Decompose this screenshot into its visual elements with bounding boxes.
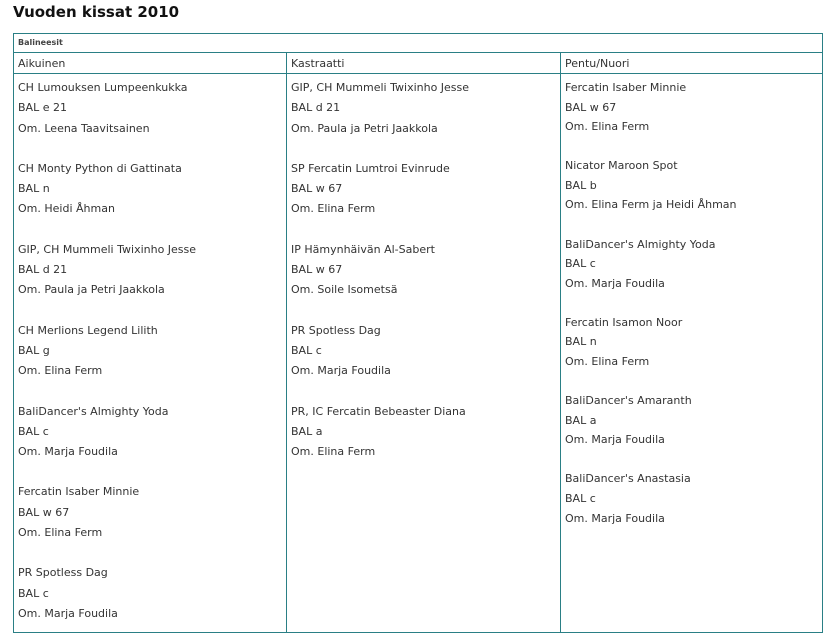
cat-name: BaliDancer's Anastasia xyxy=(565,472,691,486)
owner: Om. Marja Foudila xyxy=(18,445,118,459)
column-entries xyxy=(14,74,286,624)
breed-code: BAL b xyxy=(565,178,597,192)
cat-name: BaliDancer's Amaranth xyxy=(565,394,692,408)
list-item xyxy=(565,78,822,137)
breed-code: BAL c xyxy=(565,492,596,505)
column-header: Aikuinen xyxy=(14,53,286,74)
column-header: Pentu/Nuori xyxy=(561,53,822,74)
owner: Om. Elina Ferm xyxy=(565,120,650,134)
column-aikuinen xyxy=(14,53,287,632)
owner: Om. Elina Ferm ja Heidi Åhman xyxy=(565,198,737,212)
cat-name: CH Merlions Legend Lilith xyxy=(18,323,158,337)
list-item xyxy=(291,402,560,463)
breed-code: BAL a xyxy=(565,413,597,427)
list-item xyxy=(18,402,286,463)
owner: Om. Elina Ferm xyxy=(291,445,376,459)
cat-name: BaliDancer's Almighty Yoda xyxy=(565,237,716,251)
breed-code: BAL w 67 xyxy=(291,182,343,196)
owner: Om. Marja Foudila xyxy=(291,364,391,378)
cat-name: Fercatin Isamon Noor xyxy=(565,315,683,329)
breed-code: BAL w 67 xyxy=(18,505,70,519)
list-item xyxy=(18,78,286,139)
cat-name: Fercatin Isaber Minnie xyxy=(565,81,687,94)
cat-name: CH Lumouksen Lumpeenkukka xyxy=(18,81,188,94)
column-header: Kastraatti xyxy=(287,53,560,74)
table-caption: Balineesit xyxy=(18,38,63,47)
column-entries xyxy=(287,74,560,462)
list-item xyxy=(291,159,560,220)
cats-table xyxy=(13,33,823,633)
cat-name: CH Monty Python di Gattinata xyxy=(18,161,182,175)
cat-name: GIP, CH Mummeli Twixinho Jesse xyxy=(291,81,470,94)
owner: Om. Marja Foudila xyxy=(565,276,665,290)
cat-name: PR Spotless Dag xyxy=(291,323,381,337)
breed-code: BAL w 67 xyxy=(565,100,617,114)
cat-name: Fercatin Isaber Minnie xyxy=(18,485,140,499)
breed-code: BAL a xyxy=(291,424,323,438)
breed-code: BAL c xyxy=(565,257,596,271)
column-pentu-nuori xyxy=(561,53,822,632)
list-item xyxy=(18,321,286,382)
breed-code: BAL g xyxy=(18,343,50,357)
owner: Om. Paula ja Petri Jaakkola xyxy=(291,121,438,135)
cat-name: PR Spotless Dag xyxy=(18,566,108,580)
list-item xyxy=(565,313,822,372)
list-item xyxy=(291,321,560,382)
cat-name: GIP, CH Mummeli Twixinho Jesse xyxy=(18,242,197,256)
list-item xyxy=(18,159,286,220)
breed-code: BAL n xyxy=(18,182,50,196)
list-item xyxy=(291,240,560,301)
owner: Om. Marja Foudila xyxy=(565,433,665,447)
owner: Om. Heidi Åhman xyxy=(18,202,115,216)
list-item xyxy=(18,563,286,624)
column-kastraatti xyxy=(287,53,561,632)
owner: Om. Soile Isometsä xyxy=(291,283,398,297)
cat-name: IP Hämynhäivän Al-Sabert xyxy=(291,242,435,256)
cat-name: BaliDancer's Almighty Yoda xyxy=(18,404,169,418)
breed-code: BAL d 21 xyxy=(291,101,341,115)
cat-name: PR, IC Fercatin Bebeaster Diana xyxy=(291,404,466,418)
list-item xyxy=(565,156,822,215)
list-item xyxy=(565,391,822,450)
breed-code: BAL d 21 xyxy=(18,263,68,277)
breed-code: BAL w 67 xyxy=(291,263,343,277)
breed-code: BAL c xyxy=(18,424,49,438)
breed-code: BAL c xyxy=(291,343,322,357)
table-caption-row xyxy=(14,34,822,53)
list-item xyxy=(18,482,286,543)
owner: Om. Elina Ferm xyxy=(291,202,376,216)
list-item xyxy=(565,235,822,294)
owner: Om. Paula ja Petri Jaakkola xyxy=(18,283,165,297)
breed-code: BAL c xyxy=(18,586,49,600)
column-entries xyxy=(561,74,822,528)
list-item xyxy=(18,240,286,301)
list-item xyxy=(291,78,560,139)
owner: Om. Elina Ferm xyxy=(565,355,650,369)
owner: Om. Leena Taavitsainen xyxy=(18,121,150,135)
owner: Om. Elina Ferm xyxy=(18,364,103,378)
list-item xyxy=(565,469,822,528)
owner: Om. Marja Foudila xyxy=(18,606,118,620)
cat-name: SP Fercatin Lumtroi Evinrude xyxy=(291,161,450,175)
breed-code: BAL n xyxy=(565,335,597,349)
owner: Om. Elina Ferm xyxy=(18,526,103,540)
cat-name: Nicator Maroon Spot xyxy=(565,159,678,173)
breed-code: BAL e 21 xyxy=(18,101,67,115)
owner: Om. Marja Foudila xyxy=(565,511,665,525)
page-title: Vuoden kissat 2010 xyxy=(13,3,180,21)
